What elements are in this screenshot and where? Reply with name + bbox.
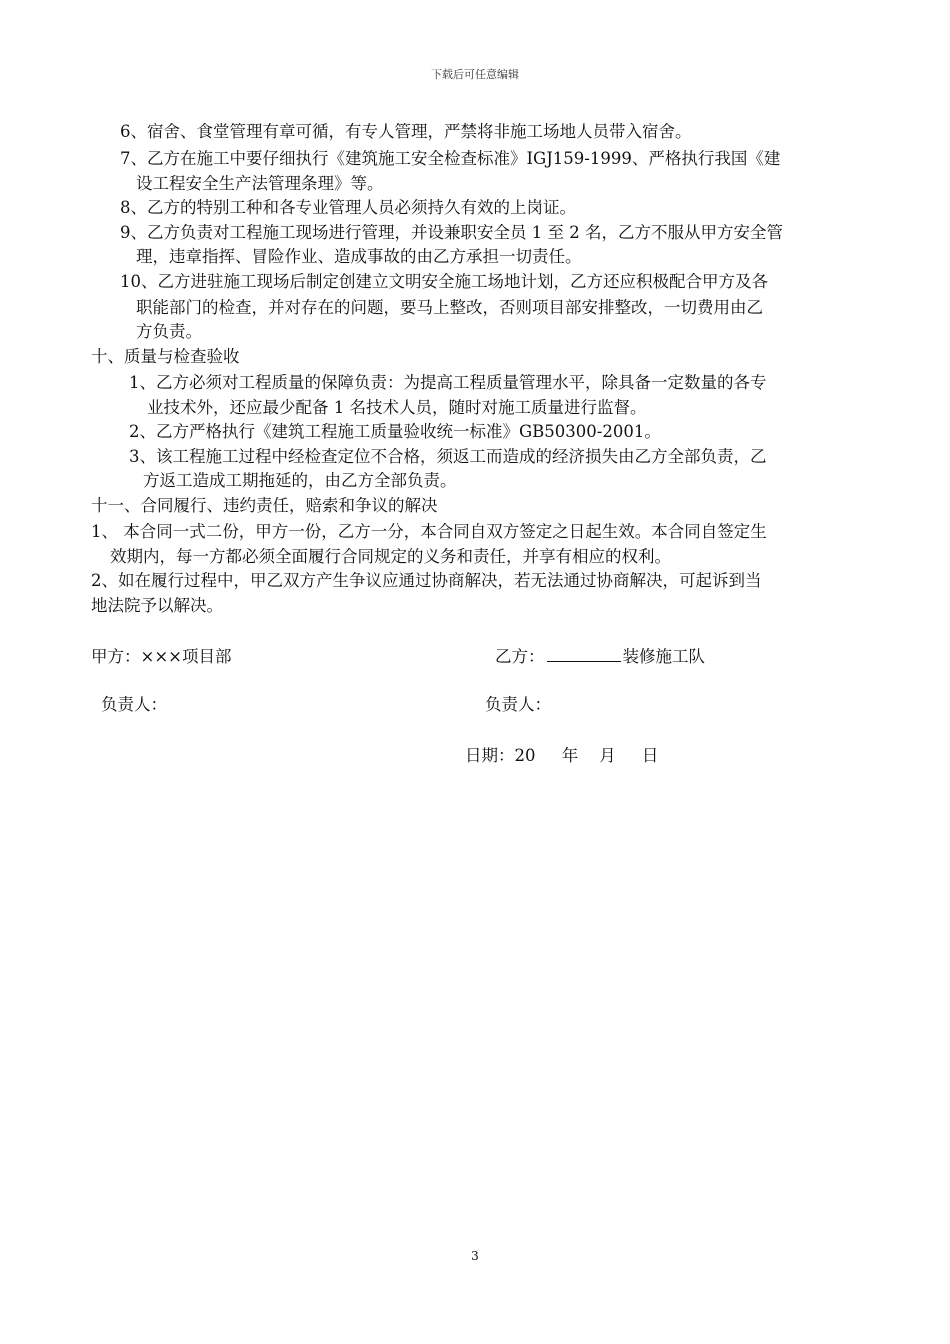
clause-line: 理，违章指挥、冒险作业、造成事故的由乙方承担一切责任。 bbox=[136, 247, 582, 266]
clause-line: 设工程安全生产法管理条理》等。 bbox=[136, 174, 384, 193]
page-header: 下载后可任意编辑 bbox=[431, 68, 519, 81]
clause-line: 7、乙方在施工中要仔细执行《建筑施工安全检查标准》IGJ159-1999、严格执行我国《建 bbox=[120, 149, 781, 168]
party-b-blank bbox=[547, 646, 621, 662]
party-b-prefix: 乙方： bbox=[495, 647, 545, 666]
clause-line: 业技术外，还应最少配备 1 名技术人员，随时对施工质量进行监督。 bbox=[147, 398, 647, 417]
page-number: 3 bbox=[471, 1249, 479, 1263]
clause-line: 1、乙方必须对工程质量的保障负责：为提高工程质量管理水平，除具备一定数量的各专 bbox=[129, 373, 767, 392]
party-a-label: 甲方：×××项目部 bbox=[91, 647, 232, 666]
party-b-label bbox=[495, 645, 705, 669]
party-b-responsible: 负责人： bbox=[485, 695, 551, 714]
clause-line: 地法院予以解决。 bbox=[91, 596, 223, 615]
party-a-responsible: 负责人： bbox=[101, 695, 167, 714]
signing-date: 日期：20 年 月 日 bbox=[465, 746, 659, 765]
clause-line: 方负责。 bbox=[136, 322, 202, 341]
clause-line: 10、乙方进驻施工现场后制定创建立文明安全施工场地计划，乙方还应积极配合甲方及各 bbox=[120, 272, 768, 291]
clause-line: 6、宿舍、食堂管理有章可循，有专人管理，严禁将非施工场地人员带入宿舍。 bbox=[120, 122, 692, 141]
clause-line: 8、乙方的特别工种和各专业管理人员必须持久有效的上岗证。 bbox=[120, 198, 576, 217]
clause-line: 2、如在履行过程中，甲乙双方产生争议应通过协商解决，若无法通过协商解决，可起诉到当 bbox=[91, 571, 762, 590]
clause-line: 效期内，每一方都必须全面履行合同规定的义务和责任，并享有相应的权利。 bbox=[110, 547, 671, 566]
clause-line: 9、乙方负责对工程施工现场进行管理，并设兼职安全员 1 至 2 名，乙方不服从甲方安全管 bbox=[120, 223, 783, 242]
clause-line: 方返工造成工期拖延的，由乙方全部负责。 bbox=[143, 471, 457, 490]
clause-line: 职能部门的检查，并对存在的问题，要马上整改，否则项目部安排整改，一切费用由乙 bbox=[136, 298, 763, 317]
section-heading: 十、质量与检查验收 bbox=[91, 347, 240, 366]
party-b-name: 装修施工队 bbox=[622, 647, 705, 666]
clause-line: 3、该工程施工过程中经检查定位不合格，须返工而造成的经济损失由乙方全部负责，乙 bbox=[129, 447, 767, 466]
clause-line: 2、乙方严格执行《建筑工程施工质量验收统一标准》GB50300-2001。 bbox=[129, 422, 661, 441]
section-heading: 十一、合同履行、违约责任，赔索和争议的解决 bbox=[91, 496, 438, 515]
clause-line: 1、 本合同一式二份，甲方一份，乙方一分，本合同自双方签定之日起生效。本合同自签定生 bbox=[91, 522, 767, 541]
